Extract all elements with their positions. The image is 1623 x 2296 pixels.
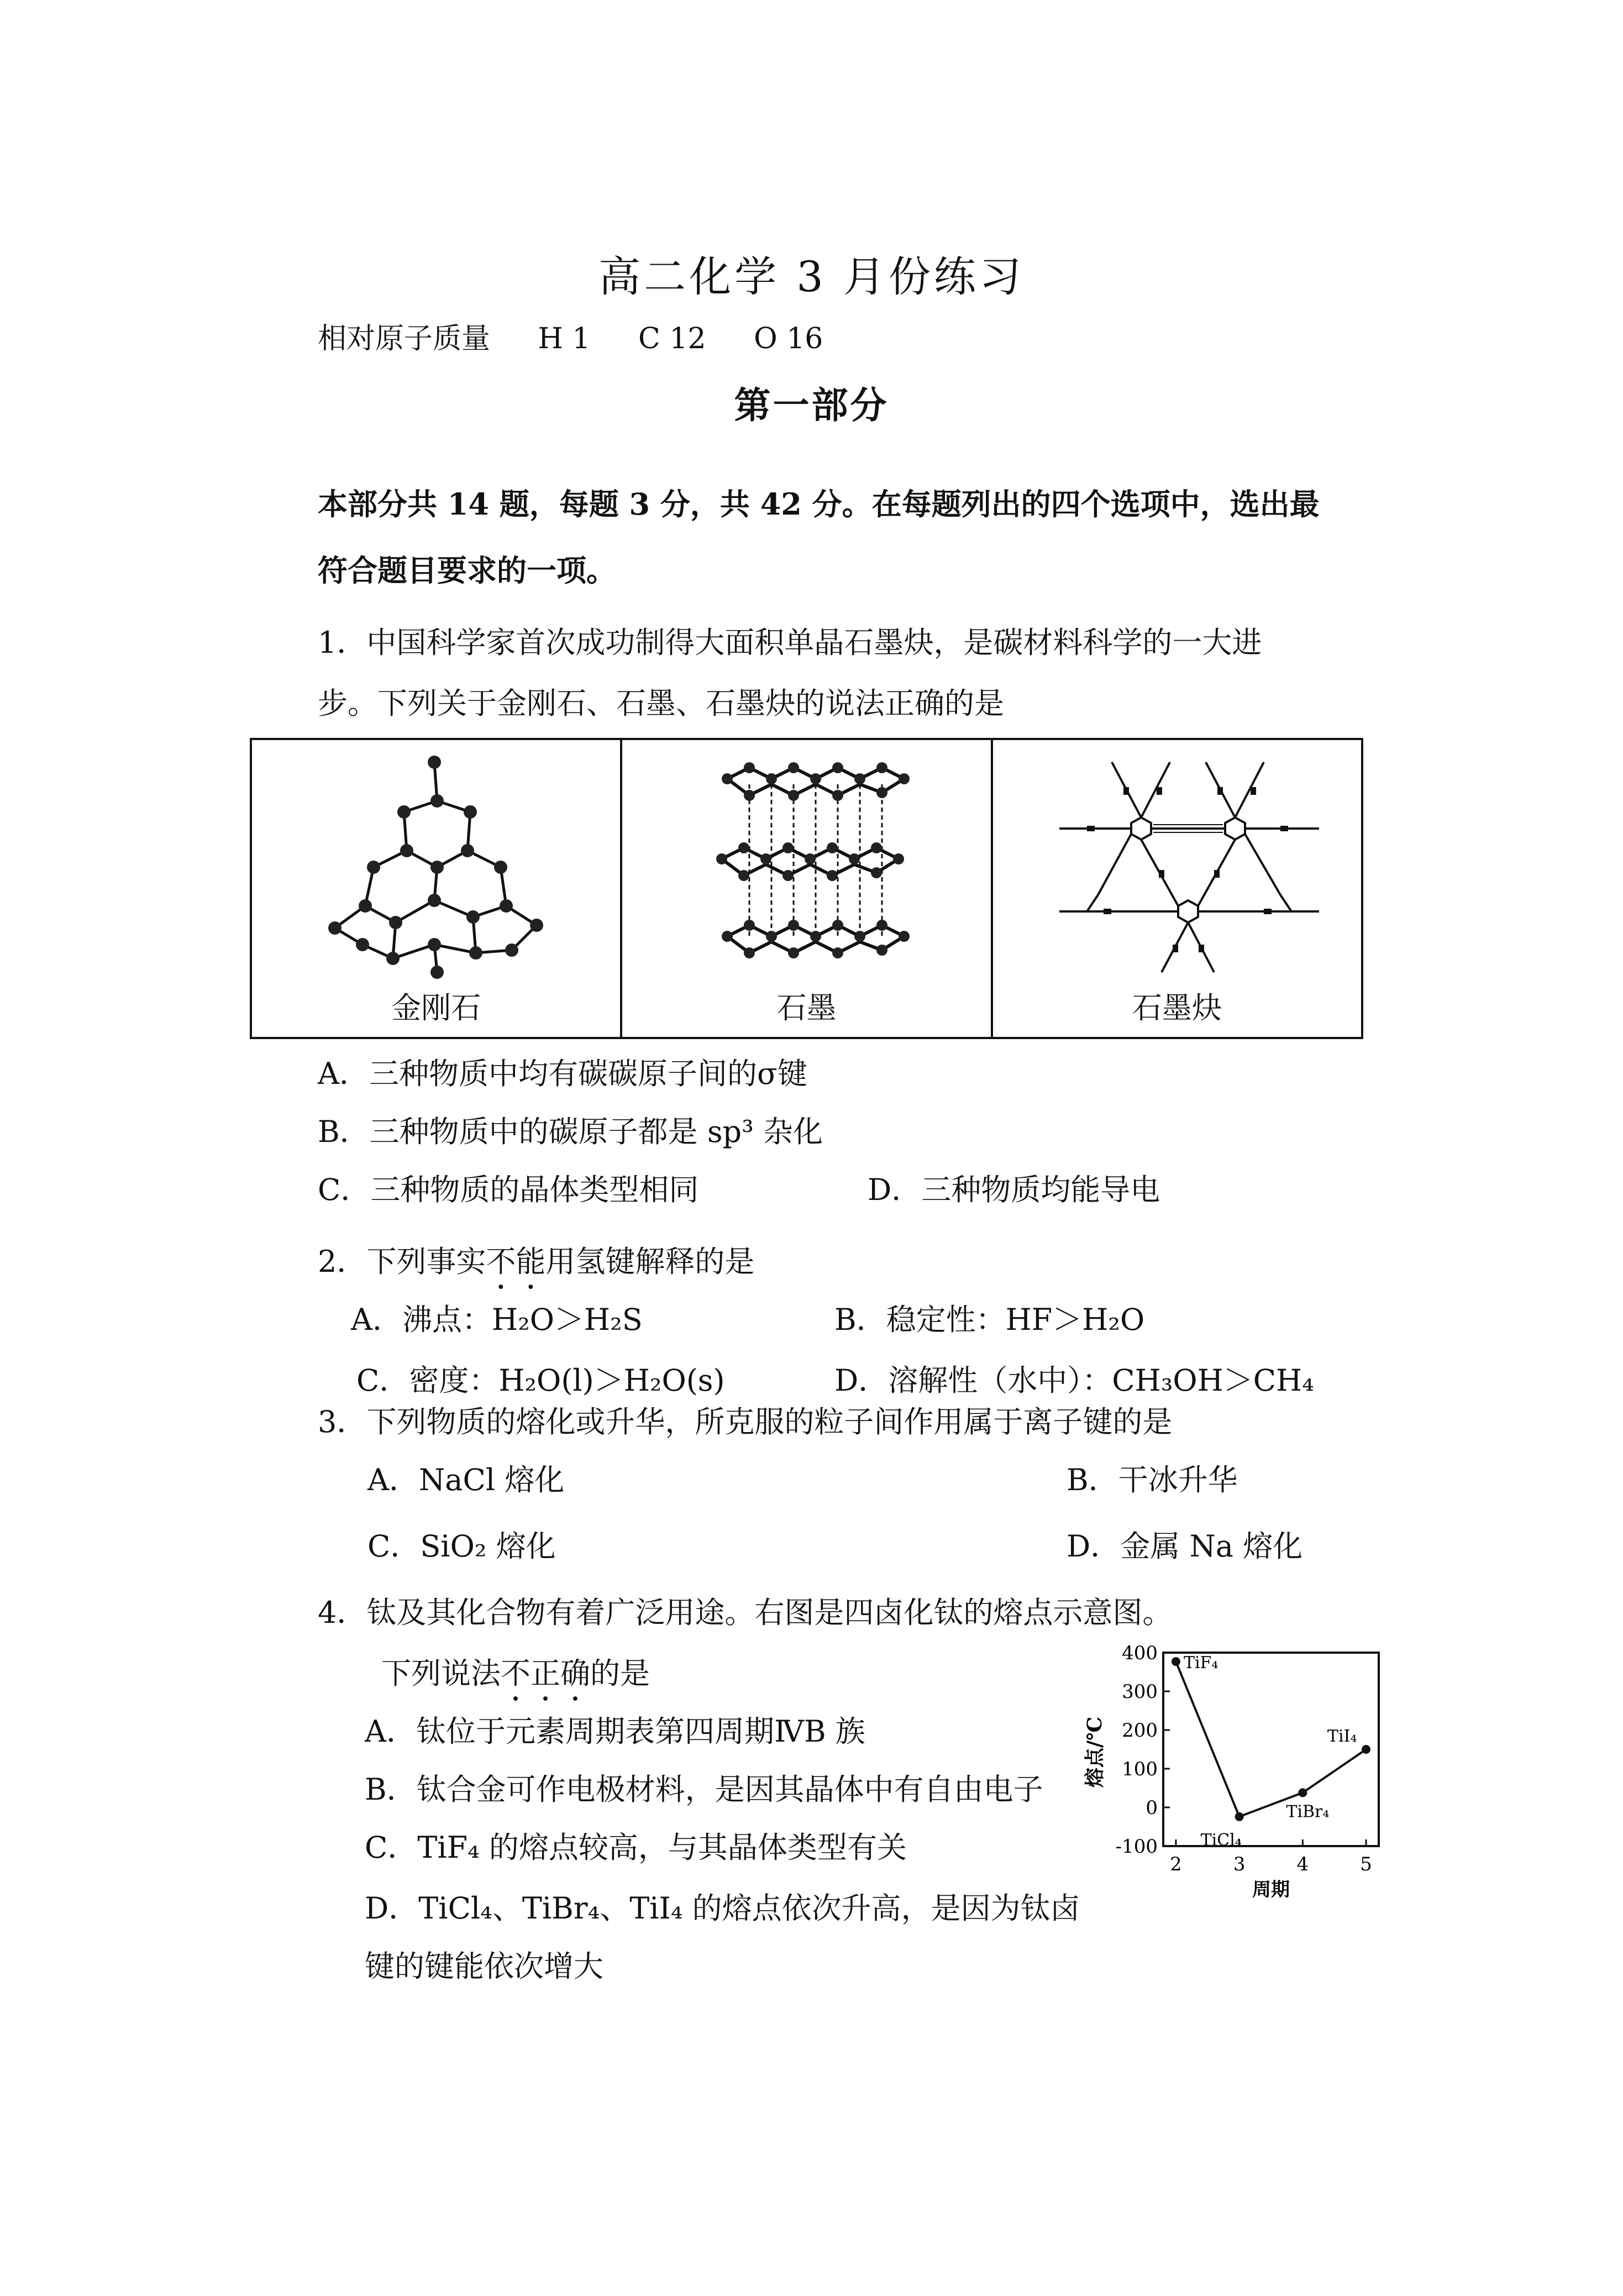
q3-option-b: B．干冰升华 (1067, 1462, 1238, 1497)
q1-stem-line-1: 1．中国科学家首次成功制得大面积单晶石墨炔，是碳材料科学的一大进 (318, 625, 1262, 660)
q4-option-b: B．钛合金可作电极材料，是因其晶体中有自由电子 (365, 1772, 1043, 1807)
q4-stem-emph: 不正确 (501, 1656, 590, 1691)
x-axis-label: 周期 (1252, 1879, 1290, 1901)
q4-option-d-line-2: 键的键能依次增大 (365, 1949, 603, 1984)
data-point (1172, 1657, 1180, 1666)
atomic-mass-o: O 16 (754, 322, 823, 355)
data-point-label: TiF₄ (1183, 1653, 1218, 1673)
atomic-mass-line (318, 315, 862, 357)
caption-graphdiyne: 石墨炔 (1132, 990, 1222, 1025)
q3-option-c: C．SiO₂ 熔化 (367, 1529, 556, 1564)
q4-stem-pre: 下列说法 (381, 1656, 501, 1691)
y-tick-label: 0 (1146, 1797, 1158, 1819)
caption-diamond: 金刚石 (391, 990, 481, 1025)
q4-option-a: A．钛位于元素周期表第四周期ⅣB 族 (365, 1714, 865, 1749)
y-tick-label: -100 (1115, 1836, 1158, 1858)
instructions-line-2: 符合题目要求的一项。 (318, 553, 616, 588)
data-point (1298, 1788, 1307, 1797)
q1-option-a: A．三种物质中均有碳碳原子间的σ键 (318, 1056, 807, 1091)
q2-option-c: C．密度：H₂O(l)＞H₂O(s) (356, 1363, 725, 1398)
q2-stem-emph: 不能 (486, 1244, 546, 1279)
caption-graphite: 石墨 (776, 990, 837, 1025)
q1-stem-line-2: 步。下列关于金刚石、石墨、石墨炔的说法正确的是 (318, 686, 1004, 721)
plot-frame (1163, 1653, 1379, 1846)
q1-option-d: D．三种物质均能导电 (868, 1172, 1160, 1207)
x-tick-label: 5 (1360, 1853, 1372, 1875)
atomic-mass-label: 相对原子质量 (318, 322, 491, 355)
q3-option-d: D．金属 Na 熔化 (1067, 1529, 1303, 1564)
y-tick-label: 400 (1122, 1642, 1158, 1664)
graphite-cell (622, 740, 992, 1037)
q1-structure-figure (250, 738, 1363, 1039)
data-point-label: TiI₄ (1327, 1727, 1357, 1746)
data-point (1235, 1812, 1244, 1821)
q1-option-b: B．三种物质中的碳原子都是 sp³ 杂化 (318, 1114, 823, 1149)
graphite-structure-image (622, 740, 991, 983)
q2-stem (318, 1238, 754, 1296)
atomic-mass-h: H 1 (538, 322, 591, 355)
q4-option-c: C．TiF₄ 的熔点较高，与其晶体类型有关 (365, 1830, 907, 1865)
diamond-cell (252, 740, 622, 1037)
data-point-label: TiCl₄ (1200, 1830, 1242, 1850)
q2-option-a: A．沸点：H₂O＞H₂S (351, 1302, 643, 1337)
graphdiyne-structure-image (993, 740, 1362, 983)
q2-option-b: B．稳定性：HF＞H₂O (834, 1302, 1145, 1337)
q2-stem-pre: 2．下列事实 (318, 1244, 486, 1279)
y-tick-label: 100 (1122, 1758, 1158, 1780)
q2-stem-post: 用氢键解释的是 (545, 1244, 755, 1279)
y-axis-label: 熔点/℃ (1083, 1716, 1106, 1788)
q1-option-c: C．三种物质的晶体类型相同 (318, 1172, 699, 1207)
q4-option-d-line-1: D．TiCl₄、TiBr₄、TiI₄ 的熔点依次升高，是因为钛卤 (365, 1891, 1080, 1926)
melting-point-chart (1083, 1636, 1395, 1901)
y-tick-label: 200 (1122, 1720, 1158, 1742)
q4-stem-line-1: 4．钛及其化合物有着广泛用途。右图是四卤化钛的熔点示意图。 (318, 1595, 1173, 1630)
graphdiyne-cell (993, 740, 1361, 1037)
q2-option-d: D．溶解性（水中）：CH₃OH＞CH₄ (834, 1363, 1314, 1398)
q4-stem-post: 的是 (590, 1656, 650, 1691)
q3-stem: 3．下列物质的熔化或升华，所克服的粒子间作用属于离子键的是 (318, 1404, 1173, 1439)
part-title: 第一部分 (734, 384, 889, 427)
atomic-mass-c: C 12 (638, 322, 706, 355)
data-point-label: TiBr₄ (1286, 1802, 1330, 1822)
q3-option-a: A．NaCl 熔化 (367, 1462, 565, 1497)
instructions-line-1: 本部分共 14 题，每题 3 分，共 42 分。在每题列出的四个选项中，选出最 (318, 486, 1320, 522)
x-tick-label: 2 (1170, 1853, 1182, 1875)
y-tick-label: 300 (1122, 1681, 1158, 1703)
diamond-structure-image (252, 740, 621, 983)
x-tick-label: 4 (1296, 1853, 1309, 1875)
page-title: 高二化学 3 月份练习 (598, 252, 1025, 301)
x-tick-label: 3 (1233, 1853, 1246, 1875)
data-point (1362, 1745, 1370, 1754)
q4-stem-line-2 (381, 1650, 650, 1708)
